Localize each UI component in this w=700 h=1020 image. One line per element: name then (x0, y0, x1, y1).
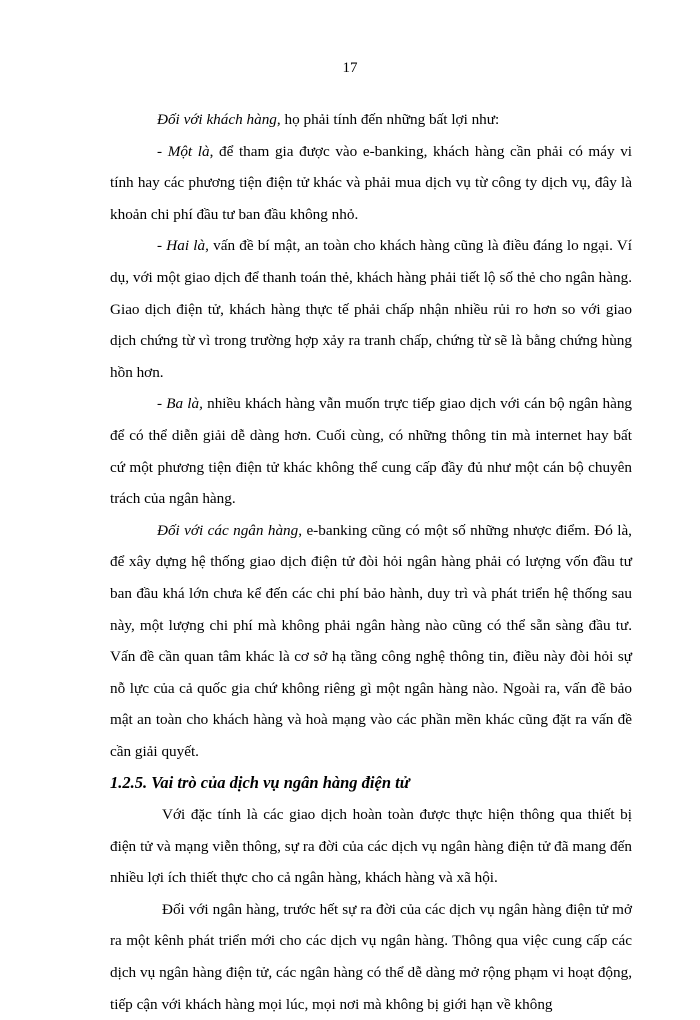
paragraph-text: , vấn đề bí mật, an toàn cho khách hàng cũng là điều đáng lo ngại. Ví dụ, với một giao dịch để thanh toán thẻ, khách hàng phải tiết lộ số thẻ cho ngân hàng. Giao dịch điện tử, khách hàng thực tế phải chấp nhận nhiều rủi ro hơn so với giao dịch chứng từ vì trong trường hợp xảy ra tranh chấp, chứng từ sẽ là bằng chứng hùng hồn hơn. (110, 237, 632, 381)
emphasis-text: Một là (167, 142, 210, 160)
page-body (110, 104, 632, 1020)
emphasis-text: Ba là, (166, 395, 203, 413)
emphasis-text: Đối với khách hàng (157, 111, 277, 128)
paragraph-role-intro: Với đặc tính là các giao dịch hoàn toàn được thực hiện thông qua thiết bị điện tử và mạng viễn thông, sự ra đời của các dịch vụ ngân hàng điện tử đã mang đến nhiều lợi ích thiết thực cho cả ngân hàng, khách hàng và xã hội. (110, 806, 632, 887)
emphasis-text: Hai là (166, 237, 206, 255)
emphasis-text: Đối với các ngân hàng (157, 521, 299, 539)
paragraph-banks-benefits: Đối với ngân hàng, trước hết sự ra đời của các dịch vụ ngân hàng điện tử mở ra một kênh phát triển mới cho các dịch vụ ngân hàng. Thông qua việc cung cấp các dịch vụ ngân hàng điện tử, các ngân hàng có thể dễ dàng mở rộng phạm vi hoạt động, tiếp cận với khách hàng mọi lúc, mọi nơi mà không bị giới hạn về không (110, 900, 632, 1013)
page-number: 17 (342, 60, 358, 76)
paragraph-first-disadvantage: - Một là, để tham gia được vào e-banking, khách hàng cần phải có máy vi tính hay các phương tiện điện tử khác và phải mua dịch vụ từ công ty dịch vụ, đây là khoản chi phí đầu tư ban đầu không nhỏ. (110, 142, 633, 223)
paragraph-second-disadvantage: - Hai là, vấn đề bí mật, an toàn cho khách hàng cũng là điều đáng lo ngại. Ví dụ, với một giao dịch để thanh toán thẻ, khách hàng phải tiết lộ số thẻ cho ngân hàng. Giao dịch điện tử, khách hàng thực tế phải chấp nhận nhiều rủi ro hơn so với giao dịch chứng từ vì trong trường hợp xảy ra tranh chấp, chứng từ sẽ là bằng chứng hùng hồn hơn. (110, 237, 632, 381)
paragraph-text: , họ phải tính đến những bất lợi như: (276, 111, 500, 128)
paragraph-text: , e-banking cũng có một số những nhược điểm. Đó là, để xây dựng hệ thống giao dịch điện tử đòi hỏi ngân hàng phải có lượng vốn đầu tư ban đầu khá lớn chưa kể đến các chi phí bảo hành, duy trì và phát triển hệ thống sau này, một lượng chi phí mà không phải ngân hàng nào cũng có thể sẵn sàng đầu tư. Vấn đề cần quan tâm khác là cơ sở hạ tầng công nghệ thông tin, điều này đòi hỏi sự nỗ lực của cả quốc gia chứ không riêng gì một ngân hàng nào. Ngoài ra, vấn đề bảo mật an toàn cho khách hàng và hoà mạng vào các phần mền khác cũng đặt ra vấn đề cần giải quyết. (110, 521, 632, 760)
paragraph-third-disadvantage: - Ba là, nhiều khách hàng vẫn muốn trực tiếp giao dịch với cán bộ ngân hàng để có thể diễn giải dễ dàng hơn. Cuối cùng, có những thông tin mà internet hay bất cứ một phương tiện điện tử khác không thể cung cấp đầy đủ như một cán bộ chuyên trách của ngân hàng. (110, 395, 633, 508)
paragraph-text: nhiều khách hàng vẫn muốn trực tiếp giao dịch với cán bộ ngân hàng để có thể diễn giải dễ dàng hơn. Cuối cùng, có những thông tin mà internet hay bất cứ một phương tiện điện tử khác không thể cung cấp đầy đủ như một cán bộ chuyên trách của ngân hàng. (110, 395, 633, 508)
paragraph-text: , để tham gia được vào e-banking, khách hàng cần phải có máy vi tính hay các phương tiện điện tử khác và phải mua dịch vụ từ công ty dịch vụ, đây là khoản chi phí đầu tư ban đầu không nhỏ. (110, 142, 633, 223)
section-heading: 1.2.5. Vai trò của dịch vụ ngân hàng điện tử (110, 773, 410, 793)
paragraph-customers-intro (110, 104, 632, 136)
paragraph-banks-disadvantages (110, 515, 632, 768)
